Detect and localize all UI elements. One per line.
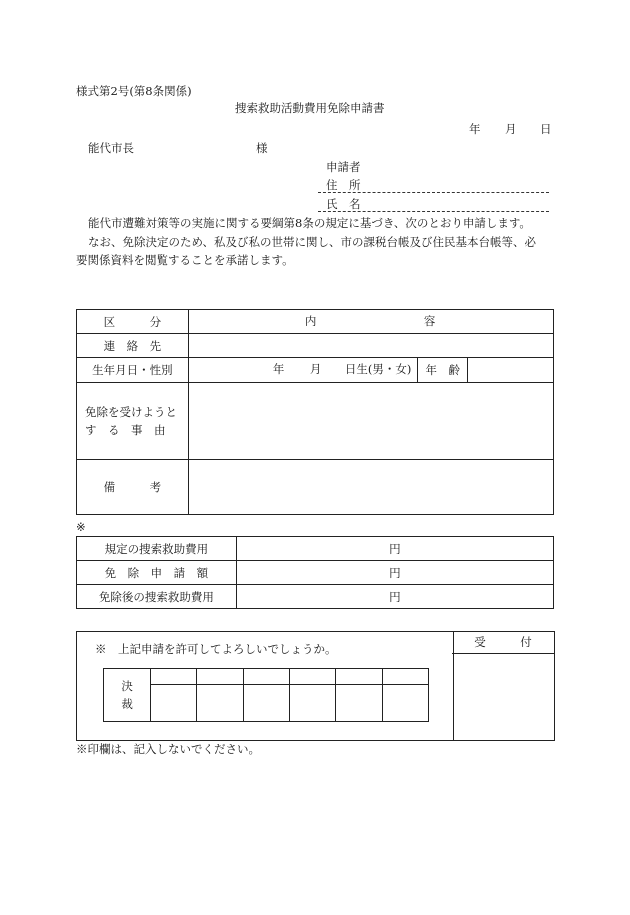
content-header-char2: 容 — [423, 314, 436, 328]
form-number: 様式第2号(第8条関係) — [76, 84, 192, 98]
seal-title-cell — [290, 669, 336, 685]
seal-stamp-cell[interactable] — [243, 685, 289, 722]
fee-row-value[interactable] — [236, 537, 553, 561]
seal-title-cell — [382, 669, 428, 685]
seal-stamp-cell[interactable] — [290, 685, 336, 722]
date-day-label: 日 — [540, 122, 552, 136]
date-month-label: 月 — [505, 122, 517, 136]
reception-label: 受 付 — [452, 632, 554, 654]
reason-label — [77, 383, 189, 460]
fee-row-label: 規定の捜索救助費用 — [77, 537, 237, 561]
approval-question: ※ 上記申請を許可してよろしいでしょうか。 — [95, 642, 337, 656]
remarks-input[interactable] — [188, 460, 553, 515]
reason-label-line2: す る 事 由 — [85, 423, 166, 437]
birth-input[interactable] — [188, 358, 417, 383]
birth-year-label: 年 — [272, 362, 285, 376]
reason-input[interactable] — [188, 383, 553, 460]
date-year-label: 年 — [469, 122, 481, 136]
yen-unit: 円 — [389, 565, 401, 580]
address-field-line[interactable] — [318, 192, 549, 193]
name-label: 氏 名 — [326, 197, 361, 211]
reception-box — [452, 631, 555, 741]
decision-char-2: 裁 — [121, 697, 133, 711]
decision-label-cell — [104, 669, 151, 722]
reception-stamp-area[interactable] — [452, 654, 554, 740]
form-title: 捜索救助活動費用免除申請書 — [235, 101, 385, 115]
category-header: 区 分 — [77, 310, 189, 334]
consent-paragraph-2-line2: 要関係資料を閲覧することを承諾します。 — [76, 253, 294, 267]
seal-title-cell — [151, 669, 197, 685]
remarks-row — [77, 460, 554, 515]
contact-input[interactable] — [188, 334, 553, 358]
content-header — [188, 310, 553, 334]
addressee: 能代市長 — [88, 141, 134, 155]
fee-row — [77, 585, 554, 609]
content-header-char1: 内 — [304, 314, 317, 328]
remarks-label: 備 考 — [77, 460, 189, 515]
birth-month-label: 月 — [309, 362, 322, 376]
reason-label-line1: 免除を受けようと — [85, 405, 177, 419]
address-label: 住 所 — [326, 178, 361, 192]
reason-row — [77, 383, 554, 460]
birth-day-gender-label: 日生(男・女) — [344, 362, 412, 376]
fee-row-value[interactable] — [236, 585, 553, 609]
seal-stamp-cell[interactable] — [151, 685, 197, 722]
birth-label: 生年月日・性別 — [77, 358, 189, 383]
footer-note: ※印欄は、記入しないでください。 — [76, 742, 260, 756]
contact-row — [77, 334, 554, 358]
application-details-table — [76, 309, 554, 515]
seal-title-cell — [197, 669, 243, 685]
contact-label: 連 絡 先 — [77, 334, 189, 358]
fee-row-value[interactable] — [236, 561, 553, 585]
consent-paragraph-1: 能代市遭難対策等の実施に関する要綱第8条の規定に基づき、次のとおり申請します。 — [88, 216, 531, 230]
birth-row — [77, 358, 554, 383]
name-field-line[interactable] — [318, 211, 549, 212]
fee-table — [76, 536, 554, 609]
fee-row — [77, 537, 554, 561]
yen-unit: 円 — [389, 589, 401, 604]
table-header-row — [77, 310, 554, 334]
seal-title-cell — [336, 669, 382, 685]
fee-row-label: 免 除 申 請 額 — [77, 561, 237, 585]
fee-row — [77, 561, 554, 585]
consent-paragraph-2-line1: なお、免除決定のため、私及び私の世帯に関し、市の課税台帳及び住民基本台帳等、必 — [88, 235, 537, 249]
office-use-mark: ※ — [76, 520, 86, 534]
seal-stamp-cell[interactable] — [197, 685, 243, 722]
age-input[interactable] — [468, 358, 554, 383]
seal-title-cell — [243, 669, 289, 685]
seal-stamp-cell[interactable] — [336, 685, 382, 722]
approval-box — [76, 631, 454, 741]
age-label: 年 齢 — [418, 358, 468, 383]
decision-char-1: 決 — [121, 679, 133, 693]
seal-stamp-cell[interactable] — [382, 685, 428, 722]
fee-row-label: 免除後の捜索救助費用 — [77, 585, 237, 609]
applicant-label: 申請者 — [326, 160, 361, 174]
approval-seal-grid — [103, 668, 429, 722]
yen-unit: 円 — [389, 541, 401, 556]
honorific: 様 — [256, 141, 268, 155]
